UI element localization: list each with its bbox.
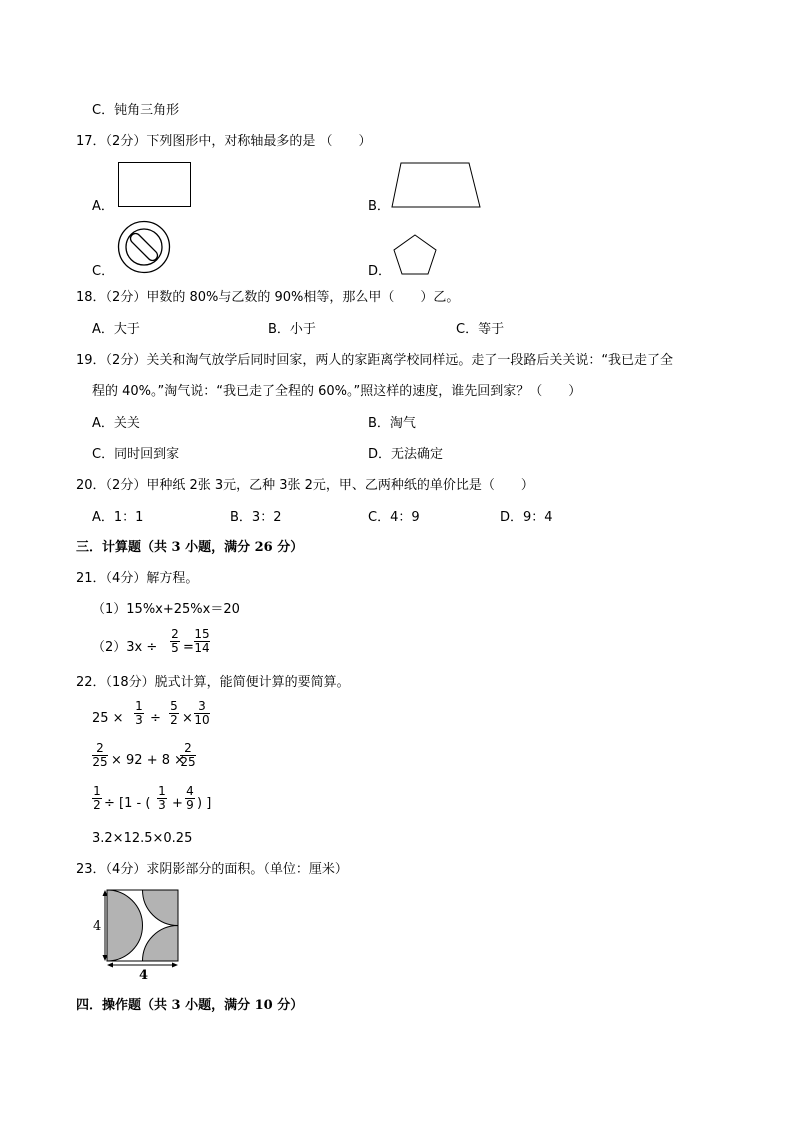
q21-f1-den: 5	[171, 641, 179, 655]
q21-part1: （1）15%x+25%x＝20	[92, 602, 240, 617]
q19-stem-line1: 19．（2分）关关和淘气放学后同时回家，两人的家距离学校同样远。走了一段路后关关说：“我已走了全	[76, 353, 674, 368]
q20-option-c: C．4：9	[368, 510, 420, 525]
q22-e1-op3: ×	[182, 711, 193, 726]
q23-label-width: 4	[139, 968, 149, 983]
q18-stem: 18．（2分）甲数的 80%与乙数的 90%相等，那么甲（ ）乙。	[76, 290, 460, 305]
q18-option-c: C．等于	[456, 322, 505, 337]
shaded-area-figure	[88, 888, 188, 984]
q22-e3-open: ÷ [1 - (	[104, 796, 151, 811]
trapezoid-icon	[391, 162, 483, 208]
q21-f1-num: 2	[171, 627, 179, 641]
q20-option-b: B．3：2	[230, 510, 282, 525]
q22-stem: 22．（18分）脱式计算，能简便计算的要简算。	[76, 675, 350, 690]
no-entry-circle-icon	[117, 220, 171, 274]
q22-e3-fraction-3	[185, 785, 195, 812]
rectangle-icon	[118, 162, 192, 208]
q22-e2-f2-den: 25	[180, 755, 196, 769]
q22-e3-f3-num: 4	[186, 784, 194, 798]
q21-equals: =	[183, 640, 194, 655]
pentagon-icon	[393, 234, 439, 276]
q19-stem-line2: 程的 40%。”淘气说：“我已走了全程的 60%。”照这样的速度，谁先回到家？（ ）	[92, 384, 582, 399]
q22-e1-f2-den: 2	[170, 713, 178, 727]
q22-e1-a: 25 ×	[92, 711, 124, 726]
q22-e1-fraction-1	[134, 700, 144, 727]
q22-e3-f1-den: 2	[93, 798, 101, 812]
section-4-title: 四．操作题（共 3 小题，满分 10 分）	[76, 998, 304, 1013]
q19-option-d: D．无法确定	[368, 447, 444, 462]
q20-option-d: D．9：4	[500, 510, 553, 525]
q21-fraction-2	[194, 628, 210, 655]
q22-e4: 3.2×12.5×0.25	[92, 831, 193, 846]
q22-e3-fraction-1	[92, 785, 102, 812]
q22-e3-f1-num: 1	[93, 784, 101, 798]
q20-stem: 20．（2分）甲种纸 2张 3元，乙种 3张 2元，甲、乙两种纸的单价比是（ ）	[76, 478, 534, 493]
q22-e2-f2-num: 2	[184, 741, 192, 755]
q17-option-c: C．	[92, 264, 115, 279]
q21-part2-prefix: （2）3x ÷	[92, 640, 158, 655]
q18-option-a: A．大于	[92, 322, 140, 337]
q18-option-b: B．小于	[268, 322, 316, 337]
q22-e3-f3-den: 9	[186, 798, 194, 812]
q22-e2-fraction-1	[92, 742, 108, 769]
q22-e1-fraction-3	[194, 700, 210, 727]
q20-option-a: A．1：1	[92, 510, 144, 525]
q22-e1-f1-num: 1	[135, 699, 143, 713]
q22-e1-f3-den: 10	[194, 713, 210, 727]
q22-e2-f1-num: 2	[96, 741, 104, 755]
q16-option-c: C．钝角三角形	[92, 103, 180, 118]
q22-e3-f2-num: 1	[158, 784, 166, 798]
section-3-title: 三．计算题（共 3 小题，满分 26 分）	[76, 540, 304, 555]
q22-e2-mid: × 92 + 8 ×	[111, 753, 186, 768]
q21-fraction-1	[170, 628, 180, 655]
q22-e3-f2-den: 3	[158, 798, 166, 812]
q22-e2-f1-den: 25	[92, 755, 108, 769]
q22-e1-fraction-2	[169, 700, 179, 727]
q23-label-height: 4	[93, 919, 102, 934]
q22-e1-f3-num: 3	[198, 699, 206, 713]
q17-stem: 17．（2分）下列图形中，对称轴最多的是 （ ）	[76, 134, 372, 149]
q22-e3-fraction-2	[157, 785, 167, 812]
q22-e3-plus: +	[172, 796, 183, 811]
q22-e1-f1-den: 3	[135, 713, 143, 727]
q21-stem: 21．（4分）解方程。	[76, 571, 199, 586]
q21-f2-den: 14	[194, 641, 210, 655]
q17-option-a: A．	[92, 199, 114, 214]
q22-e2-fraction-2	[180, 742, 196, 769]
q21-f2-num: 15	[194, 627, 210, 641]
q22-e1-f2-num: 5	[170, 699, 178, 713]
q22-e1-op2: ÷	[150, 711, 161, 726]
q19-option-c: C．同时回到家	[92, 447, 180, 462]
q19-option-b: B．淘气	[368, 416, 416, 431]
q17-option-d: D．	[368, 264, 392, 279]
q22-e3-close: ) ]	[197, 796, 212, 811]
q19-option-a: A．关关	[92, 416, 140, 431]
q17-option-b: B．	[368, 199, 390, 214]
q23-stem: 23．（4分）求阴影部分的面积。（单位：厘米）	[76, 862, 348, 877]
